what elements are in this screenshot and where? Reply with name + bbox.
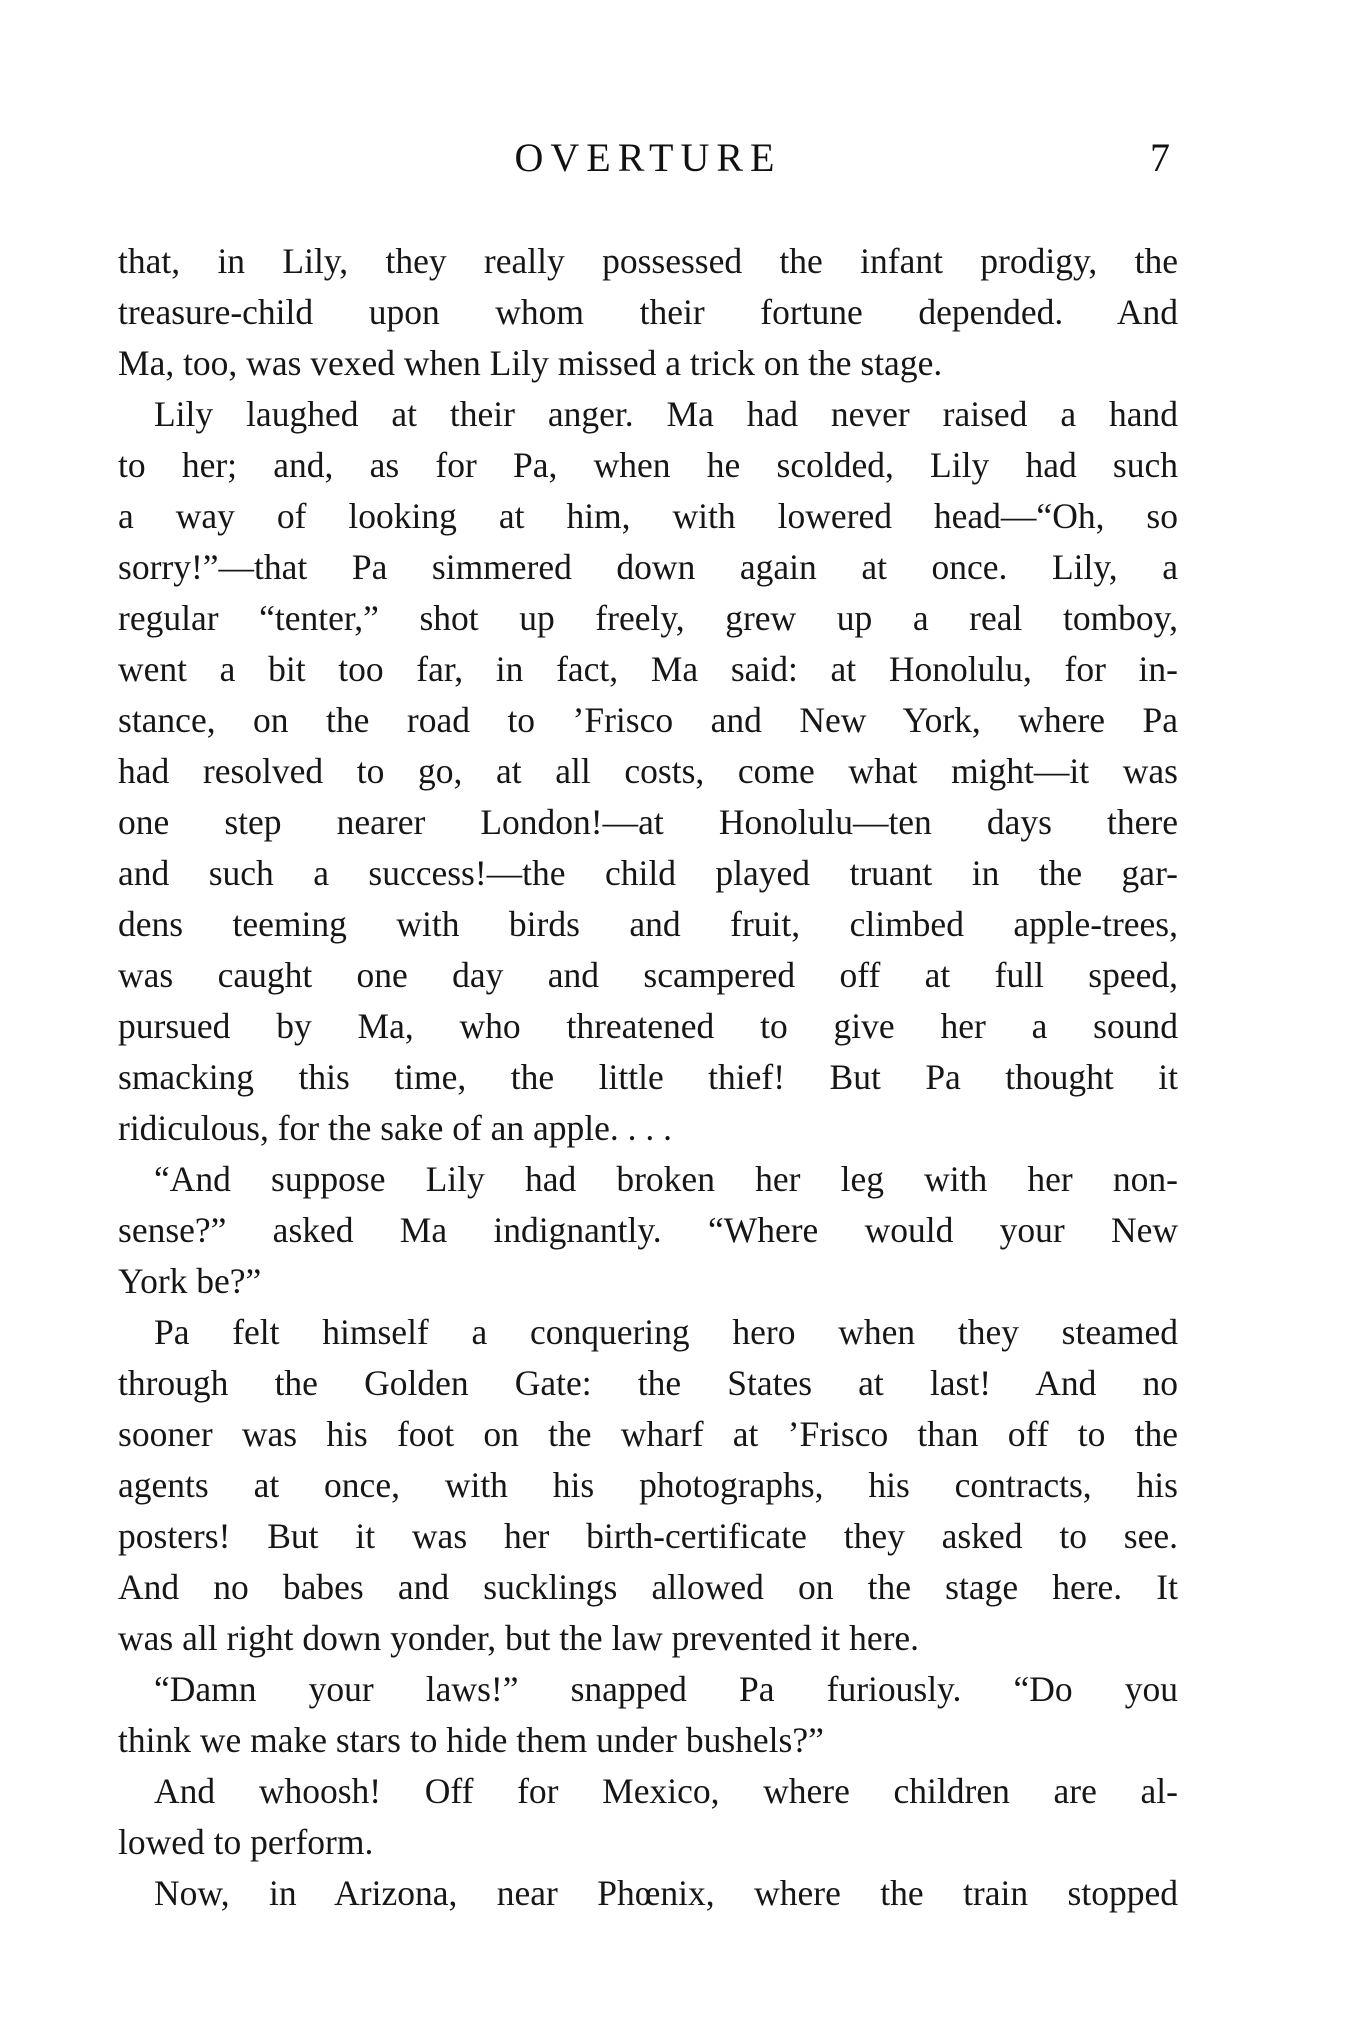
- text-line: York be?”: [118, 1261, 262, 1301]
- paragraph: [118, 1154, 1178, 1307]
- text-line: and such a success!—the child played truant in the gar-: [118, 853, 1178, 893]
- text-line: regular “tenter,” shot up freely, grew up a real tomboy,: [118, 598, 1178, 638]
- text-line: went a bit too far, in fact, Ma said: at Honolulu, for in-: [118, 649, 1178, 689]
- text-line: sense?” asked Ma indignantly. “Where would your New: [118, 1210, 1178, 1250]
- text-line: Lily laughed at their anger. Ma had never raised a hand: [154, 394, 1178, 434]
- text-line: through the Golden Gate: the States at last! And no: [118, 1363, 1178, 1403]
- text-line: treasure-child upon whom their fortune depended. And: [118, 292, 1178, 332]
- paragraph: [118, 1766, 1178, 1868]
- text-line: agents at once, with his photographs, his contracts, his: [118, 1465, 1178, 1505]
- text-line: to her; and, as for Pa, when he scolded, Lily had such: [118, 445, 1178, 485]
- text-line: dens teeming with birds and fruit, climbed apple-trees,: [118, 904, 1178, 944]
- text-line: was all right down yonder, but the law prevented it here.: [118, 1618, 920, 1658]
- text-line: pursued by Ma, who threatened to give her a sound: [118, 1006, 1178, 1046]
- text-line: stance, on the road to ’Frisco and New York, where Pa: [118, 700, 1178, 740]
- paragraph: [118, 1307, 1178, 1664]
- text-line: had resolved to go, at all costs, come what might—it was: [118, 751, 1178, 791]
- paragraph: [118, 389, 1178, 1154]
- text-line: was caught one day and scampered off at full speed,: [118, 955, 1178, 995]
- text-line: smacking this time, the little thief! But Pa thought it: [118, 1057, 1178, 1097]
- paragraph: [118, 1868, 1178, 1919]
- paragraph: [118, 236, 1178, 389]
- text-line: lowed to perform.: [118, 1822, 374, 1862]
- text-line: one step nearer London!—at Honolulu—ten days there: [118, 802, 1178, 842]
- text-line: that, in Lily, they really possessed the infant prodigy, the: [118, 241, 1178, 281]
- chapter-title: OVERTURE: [514, 135, 782, 180]
- text-line: think we make stars to hide them under bushels?”: [118, 1720, 824, 1760]
- paragraph: [118, 1664, 1178, 1766]
- text-line: And no babes and sucklings allowed on the stage here. It: [118, 1567, 1178, 1607]
- page-number: 7: [1150, 135, 1170, 180]
- text-line: Now, in Arizona, near Phœnix, where the train stopped: [154, 1873, 1178, 1913]
- text-line: a way of looking at him, with lowered head—“Oh, so: [118, 496, 1178, 536]
- running-head: [118, 128, 1178, 188]
- text-line: Ma, too, was vexed when Lily missed a trick on the stage.: [118, 343, 943, 383]
- text-line: “Damn your laws!” snapped Pa furiously. “Do you: [154, 1669, 1178, 1709]
- text-line: ridiculous, for the sake of an apple. . . .: [118, 1108, 673, 1148]
- text-line: posters! But it was her birth-certificate they asked to see.: [118, 1516, 1178, 1556]
- text-line: sorry!”—that Pa simmered down again at once. Lily, a: [118, 547, 1178, 587]
- text-line: “And suppose Lily had broken her leg with her non-: [154, 1159, 1178, 1199]
- text-line: sooner was his foot on the wharf at ’Frisco than off to the: [118, 1414, 1178, 1454]
- body-text: [118, 236, 1178, 1919]
- text-line: And whoosh! Off for Mexico, where children are al-: [154, 1771, 1178, 1811]
- text-line: Pa felt himself a conquering hero when they steamed: [154, 1312, 1178, 1352]
